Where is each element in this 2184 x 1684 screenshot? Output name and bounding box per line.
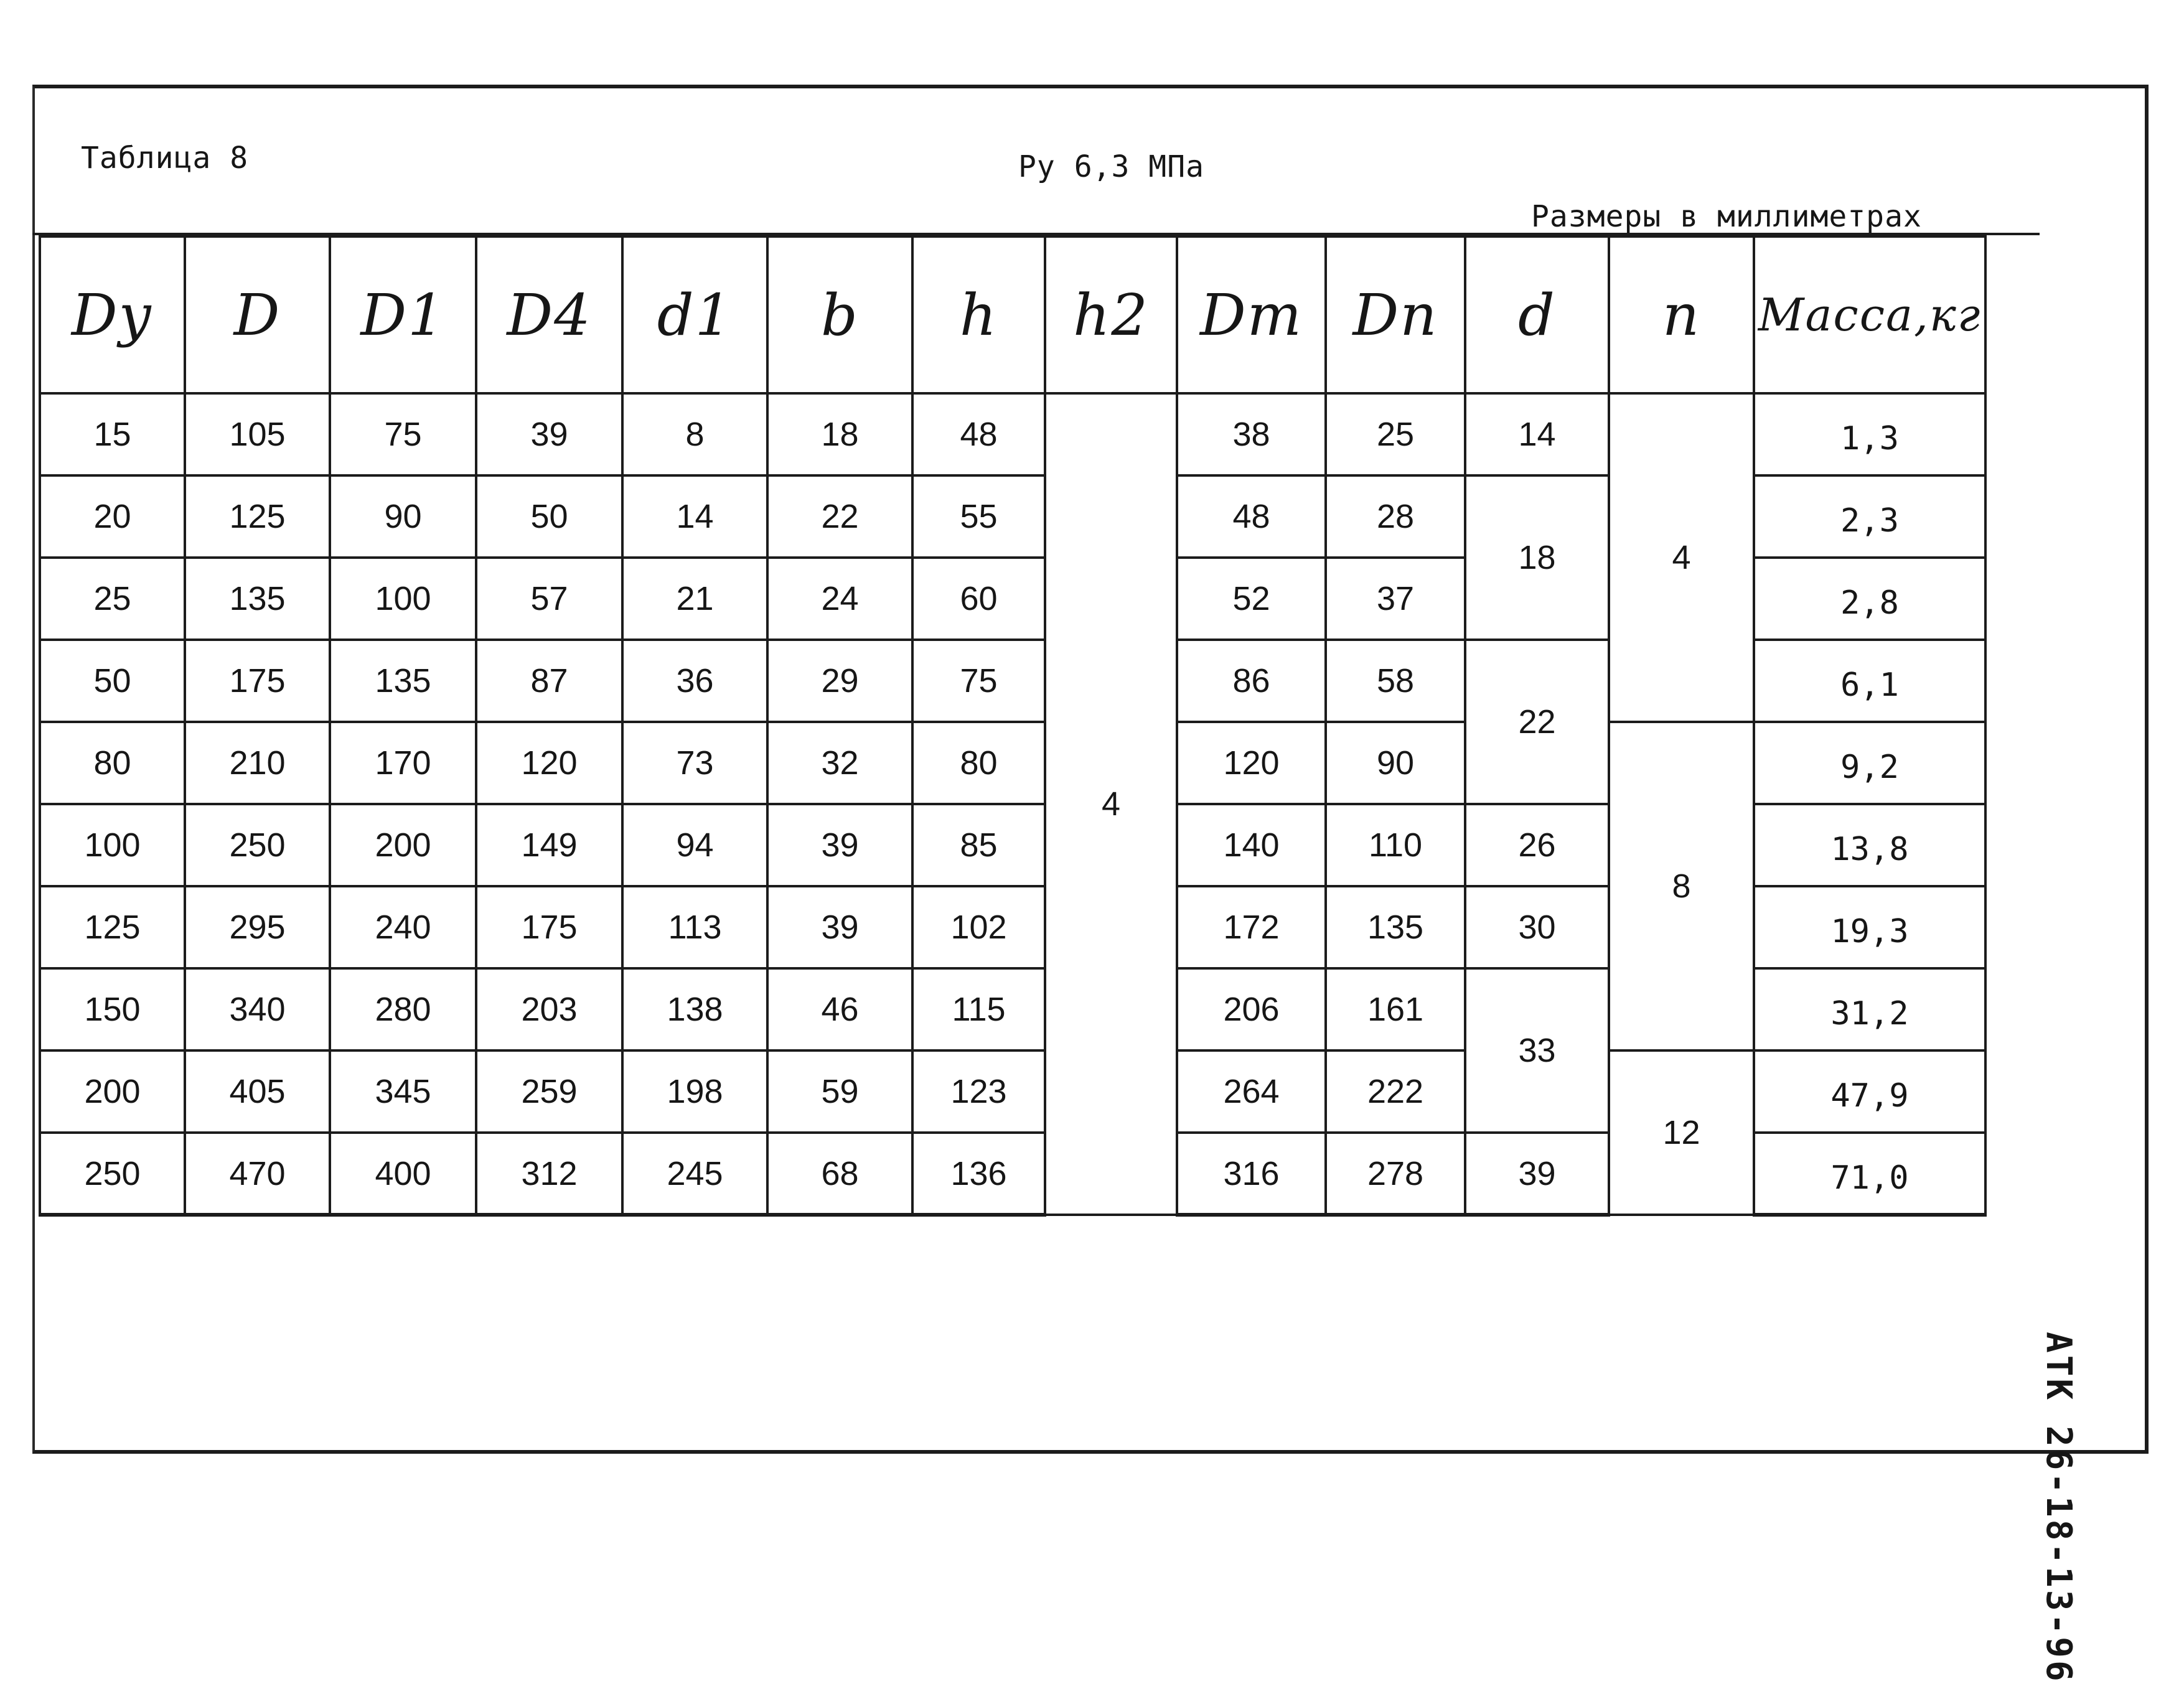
cell-d-bolt: 18 — [1465, 475, 1609, 640]
cell-d: 295 — [185, 886, 330, 968]
cell-mass: 31,2 — [1754, 968, 1985, 1050]
cell-d1: 94 — [622, 804, 767, 886]
cell-mass: 2,8 — [1754, 558, 1985, 640]
cell-d4: 57 — [476, 558, 622, 640]
cell-n: 12 — [1609, 1050, 1754, 1215]
dimensions-table — [39, 235, 1987, 1217]
cell-h2: 4 — [1045, 393, 1177, 1215]
pressure-rating: Ру 6,3 МПа — [1018, 149, 1204, 184]
cell-d: 340 — [185, 968, 330, 1050]
cell-d1: 200 — [330, 804, 476, 886]
cell-dm: 172 — [1177, 886, 1326, 968]
col-header-h2: h2 — [1045, 236, 1177, 393]
cell-h: 136 — [912, 1133, 1045, 1215]
cell-b: 68 — [767, 1133, 912, 1215]
cell-b: 22 — [767, 475, 912, 558]
col-header-mass: Масса,кг — [1754, 236, 1985, 393]
cell-h: 60 — [912, 558, 1045, 640]
cell-dy: 15 — [40, 393, 185, 475]
cell-mass: 1,3 — [1754, 393, 1985, 475]
cell-d: 105 — [185, 393, 330, 475]
cell-dm: 140 — [1177, 804, 1326, 886]
cell-h: 123 — [912, 1050, 1045, 1133]
cell-dm: 38 — [1177, 393, 1326, 475]
cell-d4: 120 — [476, 722, 622, 804]
cell-dn: 25 — [1326, 393, 1465, 475]
cell-dn: 58 — [1326, 640, 1465, 722]
cell-h: 48 — [912, 393, 1045, 475]
col-header-d4: D4 — [476, 236, 622, 393]
cell-dn: 135 — [1326, 886, 1465, 968]
cell-d-bolt: 14 — [1465, 393, 1609, 475]
cell-dm: 120 — [1177, 722, 1326, 804]
cell-dy: 125 — [40, 886, 185, 968]
cell-h: 55 — [912, 475, 1045, 558]
cell-d-bolt: 22 — [1465, 640, 1609, 804]
table-row — [40, 393, 1985, 475]
cell-mass: 19,3 — [1754, 886, 1985, 968]
cell-d1: 345 — [330, 1050, 476, 1133]
cell-dy: 25 — [40, 558, 185, 640]
cell-d: 250 — [185, 804, 330, 886]
cell-d4: 259 — [476, 1050, 622, 1133]
cell-dm: 48 — [1177, 475, 1326, 558]
cell-d4: 50 — [476, 475, 622, 558]
cell-mass: 9,2 — [1754, 722, 1985, 804]
cell-h: 102 — [912, 886, 1045, 968]
col-header-dy: Dу — [40, 236, 185, 393]
col-header-d-outer: D — [185, 236, 330, 393]
cell-n: 8 — [1609, 722, 1754, 1050]
cell-d4: 149 — [476, 804, 622, 886]
cell-dn: 37 — [1326, 558, 1465, 640]
cell-dn: 161 — [1326, 968, 1465, 1050]
cell-d1: 90 — [330, 475, 476, 558]
col-header-n: n — [1609, 236, 1754, 393]
cell-dy: 20 — [40, 475, 185, 558]
units-note: Размеры в миллиметрах — [1531, 199, 1922, 234]
cell-d: 125 — [185, 475, 330, 558]
cell-d1: 400 — [330, 1133, 476, 1215]
cell-dm: 316 — [1177, 1133, 1326, 1215]
cell-h: 85 — [912, 804, 1045, 886]
table-row — [40, 722, 1985, 804]
cell-b: 18 — [767, 393, 912, 475]
cell-b: 32 — [767, 722, 912, 804]
cell-d-bolt: 26 — [1465, 804, 1609, 886]
cell-dm: 86 — [1177, 640, 1326, 722]
table-row — [40, 1050, 1985, 1133]
col-header-dm: Dm — [1177, 236, 1326, 393]
cell-dn: 110 — [1326, 804, 1465, 886]
col-header-d1-hole: d1 — [622, 236, 767, 393]
cell-dn: 28 — [1326, 475, 1465, 558]
cell-dm: 52 — [1177, 558, 1326, 640]
cell-mass: 13,8 — [1754, 804, 1985, 886]
cell-d4: 175 — [476, 886, 622, 968]
cell-h: 80 — [912, 722, 1045, 804]
col-header-d-bolt: d — [1465, 236, 1609, 393]
cell-d1: 138 — [622, 968, 767, 1050]
cell-d4: 87 — [476, 640, 622, 722]
cell-d4: 39 — [476, 393, 622, 475]
cell-dm: 264 — [1177, 1050, 1326, 1133]
cell-dn: 278 — [1326, 1133, 1465, 1215]
cell-d1: 73 — [622, 722, 767, 804]
cell-dn: 90 — [1326, 722, 1465, 804]
cell-dy: 50 — [40, 640, 185, 722]
cell-d: 135 — [185, 558, 330, 640]
cell-d1: 135 — [330, 640, 476, 722]
cell-b: 39 — [767, 886, 912, 968]
cell-dm: 206 — [1177, 968, 1326, 1050]
table-label: Таблица 8 — [81, 141, 249, 175]
cell-mass: 71,0 — [1754, 1133, 1985, 1215]
document-code: АТК 26-18-13-96 — [2038, 1332, 2079, 1684]
table-body — [40, 393, 1985, 1215]
cell-d-bolt: 39 — [1465, 1133, 1609, 1215]
cell-b: 24 — [767, 558, 912, 640]
cell-dy: 100 — [40, 804, 185, 886]
cell-b: 59 — [767, 1050, 912, 1133]
header-row — [40, 236, 1985, 393]
cell-d4: 312 — [476, 1133, 622, 1215]
cell-mass: 2,3 — [1754, 475, 1985, 558]
cell-dy: 80 — [40, 722, 185, 804]
col-header-h: h — [912, 236, 1045, 393]
col-header-b: b — [767, 236, 912, 393]
cell-d1: 100 — [330, 558, 476, 640]
cell-mass: 6,1 — [1754, 640, 1985, 722]
cell-d: 405 — [185, 1050, 330, 1133]
cell-d1: 8 — [622, 393, 767, 475]
cell-b: 29 — [767, 640, 912, 722]
cell-h: 75 — [912, 640, 1045, 722]
cell-d1: 245 — [622, 1133, 767, 1215]
cell-mass: 47,9 — [1754, 1050, 1985, 1133]
cell-d: 210 — [185, 722, 330, 804]
cell-dy: 200 — [40, 1050, 185, 1133]
cell-d1: 14 — [622, 475, 767, 558]
cell-d1: 113 — [622, 886, 767, 968]
cell-b: 46 — [767, 968, 912, 1050]
cell-d1: 170 — [330, 722, 476, 804]
col-header-dn: Dn — [1326, 236, 1465, 393]
cell-d: 470 — [185, 1133, 330, 1215]
cell-d-bolt: 30 — [1465, 886, 1609, 968]
cell-dy: 150 — [40, 968, 185, 1050]
cell-d4: 203 — [476, 968, 622, 1050]
cell-d1: 198 — [622, 1050, 767, 1133]
cell-d1: 75 — [330, 393, 476, 475]
cell-n: 4 — [1609, 393, 1754, 722]
cell-d1: 21 — [622, 558, 767, 640]
col-header-d1: D1 — [330, 236, 476, 393]
cell-d: 175 — [185, 640, 330, 722]
cell-d1: 36 — [622, 640, 767, 722]
cell-dy: 250 — [40, 1133, 185, 1215]
cell-d1: 240 — [330, 886, 476, 968]
cell-b: 39 — [767, 804, 912, 886]
cell-d1: 280 — [330, 968, 476, 1050]
cell-h: 115 — [912, 968, 1045, 1050]
cell-dn: 222 — [1326, 1050, 1465, 1133]
cell-d-bolt: 33 — [1465, 968, 1609, 1133]
